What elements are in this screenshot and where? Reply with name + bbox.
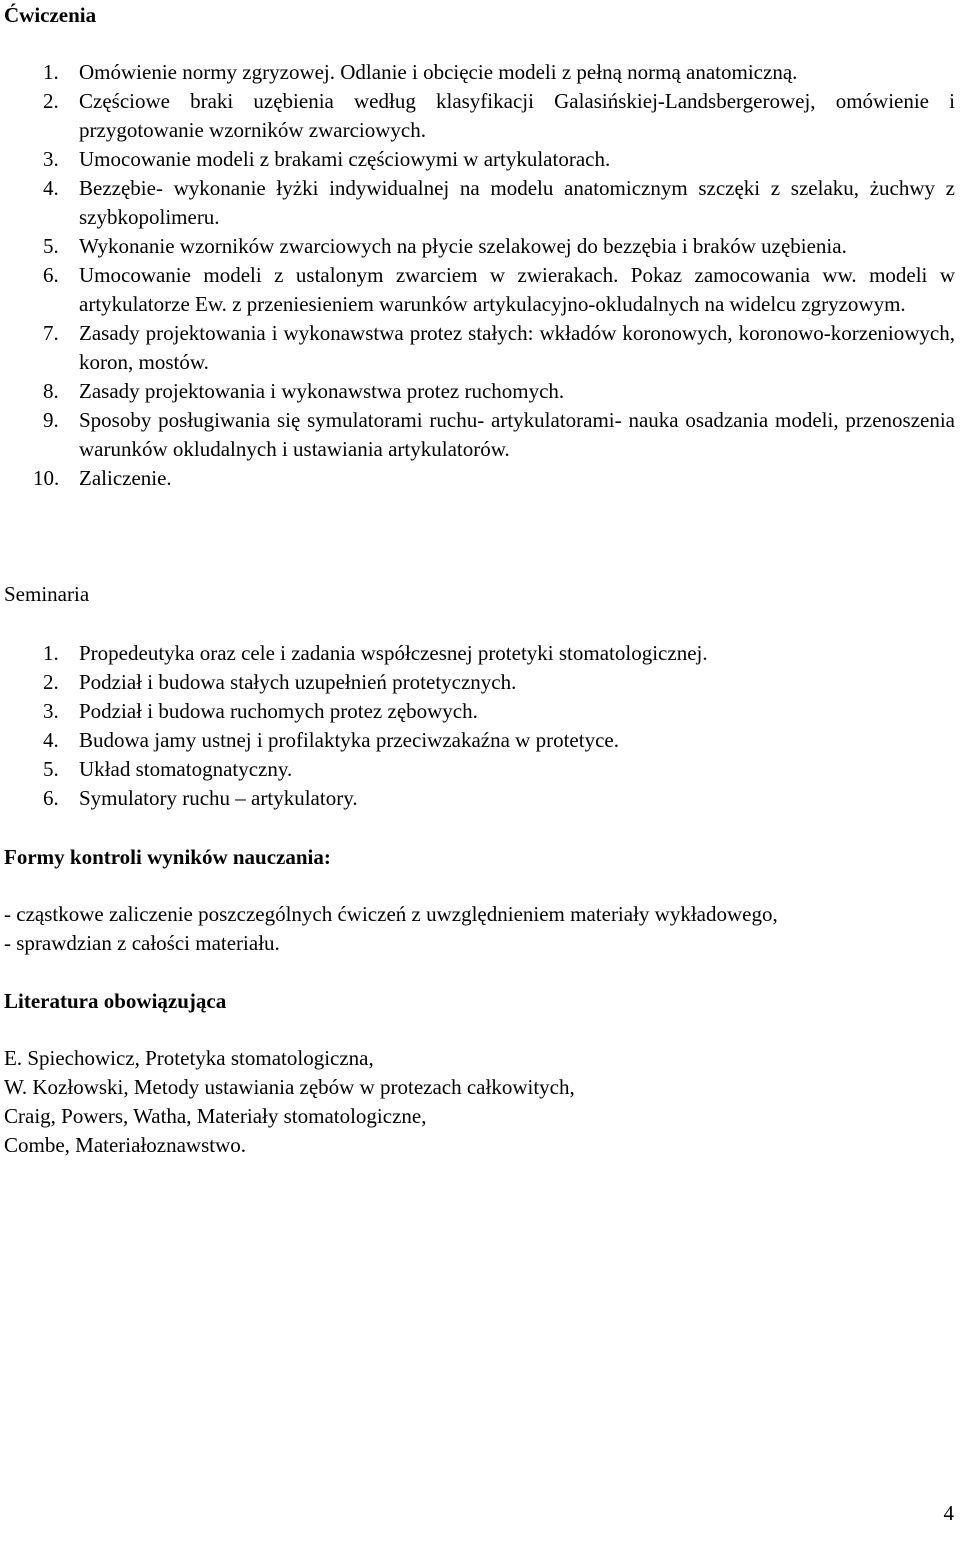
literatura-list <box>4 1044 575 1160</box>
list-item: 1. Propedeutyka oraz cele i zadania współczesnej protetyki stomatologicznej. <box>43 641 708 665</box>
section-heading-literatura: Literatura obowiązująca <box>4 989 227 1013</box>
list-item: 4. Budowa jamy ustnej i profilaktyka przeciwzakaźna w protetyce. <box>43 728 619 752</box>
list-item: 2. Częściowe braki uzębienia według klasyfikacji Galasińskiej-Landsbergerowej, omówienie i przygotowanie wzorników zwarciowych. <box>43 89 955 142</box>
list-item: 2. Podział i budowa stałych uzupełnień protetycznych. <box>43 670 517 694</box>
list-item: 1. Omówienie normy zgryzowej. Odlanie i obcięcie modeli z pełną normą anatomiczną. <box>43 60 798 84</box>
list-item: 5. Układ stomatognatyczny. <box>43 757 293 781</box>
list-item: 10. Zaliczenie. <box>33 466 172 490</box>
list-item: - cząstkowe zaliczenie poszczególnych ćwiczeń z uwzględnieniem materiały wykładowego, <box>4 902 778 926</box>
list-item: 8. Zasady projektowania i wykonawstwa protez ruchomych. <box>43 379 565 403</box>
seminaria-list <box>0 639 955 813</box>
section-heading-cwiczenia: Ćwiczenia <box>4 3 97 27</box>
formy-kontroli-list <box>4 900 778 958</box>
list-item: 9. Sposoby posługiwania się symulatorami ruchu- artykulatorami- nauka osadzania modeli, przenoszenia warunków okludalnych i ustawiania artykulatorów. <box>43 408 955 461</box>
cwiczenia-list <box>0 58 955 493</box>
list-item: - sprawdzian z całości materiału. <box>4 931 280 955</box>
list-item: 6. Umocowanie modeli z ustalonym zwarciem w zwierakach. Pokaz zamocowania ww. modeli w artykulatorze Ew. z przeniesieniem warunków artykulacyjno-okludalnych na widelcu zgryzowym. <box>43 263 955 316</box>
section-heading-formy-kontroli: Formy kontroli wyników nauczania: <box>4 845 331 869</box>
literature-entry: W. Kozłowski, Metody ustawiania zębów w protezach całkowitych, <box>4 1075 575 1099</box>
literature-entry: Combe, Materiałoznawstwo. <box>4 1133 247 1157</box>
list-item: 5. Wykonanie wzorników zwarciowych na płycie szelakowej do bezzębia i braków uzębienia. <box>43 234 847 258</box>
literature-entry: E. Spiechowicz, Protetyka stomatologiczna, <box>4 1046 374 1070</box>
literature-entry: Craig, Powers, Watha, Materiały stomatologiczne, <box>4 1104 427 1128</box>
section-heading-seminaria: Seminaria <box>4 582 90 606</box>
list-item: 6. Symulatory ruchu – artykulatory. <box>43 786 358 810</box>
list-item: 7. Zasady projektowania i wykonawstwa protez stałych: wkładów koronowych, koronowo-korzeniowych, koron, mostów. <box>43 321 955 374</box>
list-item: 4. Bezzębie- wykonanie łyżki indywidualnej na modelu anatomicznym szczęki z szelaku, żuchwy z szybkopolimeru. <box>43 176 955 229</box>
list-item: 3. Podział i budowa ruchomych protez zębowych. <box>43 699 478 723</box>
page-number: 4 <box>943 1501 954 1525</box>
list-item: 3. Umocowanie modeli z brakami częściowymi w artykulatorach. <box>43 147 611 171</box>
